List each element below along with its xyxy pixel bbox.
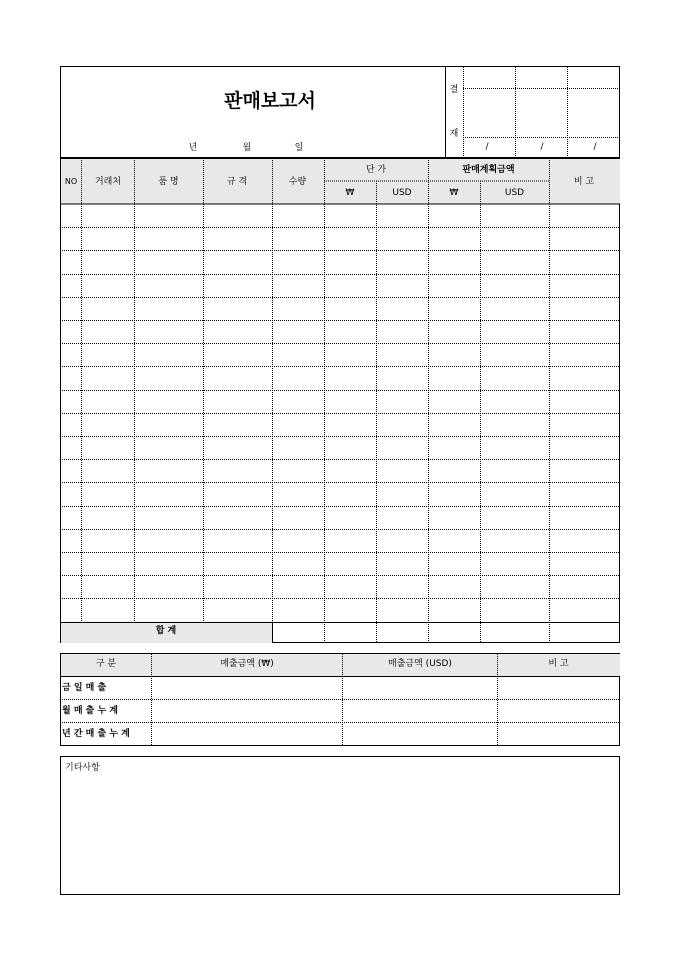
notes-label: 기타사항 [65,763,100,773]
header-plan-amount: 판매계획금액 [462,165,515,175]
approval-slash: / [593,142,597,152]
summary-row-year: 년 간 매 출 누 계 [62,729,130,739]
header-unit-price: 단 가 [365,165,387,175]
approval-col-line [567,66,568,158]
notes-box [60,756,620,895]
summary-header-category: 구 분 [95,659,117,669]
date-year-label: 년 [188,143,198,153]
approval-col-line [515,66,516,158]
main-table-grid [60,158,620,643]
main-table [60,158,620,643]
date-month-label: 월 [242,143,252,153]
approval-row-line [463,137,620,138]
total-label: 합 계 [155,626,177,636]
approval-slash: / [485,142,489,152]
page-title: 판매보고서 [224,90,316,112]
header-spec: 규 격 [226,177,248,187]
approval-divider [463,66,464,158]
header-qty: 수량 [288,177,307,187]
date-day-label: 일 [294,143,304,153]
summary-row-month: 월 매 출 누 계 [62,706,119,716]
summary-row-today: 금 일 매 출 [62,683,107,693]
summary-header-remark: 비 고 [548,659,569,669]
summary-header-krw: 매출금액 (₩) [220,659,274,669]
approval-label-bottom: 재 [449,129,459,139]
approval-label-top: 결 [449,85,459,95]
header-plan-amount-usd: USD [504,188,525,198]
header-unit-price-usd: USD [392,188,412,198]
header-remark: 비 고 [573,177,595,187]
header-unit-price-krw: ₩ [345,188,355,198]
approval-slash: / [540,142,544,152]
summary-header-usd: 매출금액 (USD) [388,659,452,669]
header-item: 품 명 [158,177,179,187]
header-no: NO [64,177,78,186]
header-plan-amount-krw: ₩ [449,188,459,198]
header-client: 거래처 [94,177,122,187]
approval-row-line [463,88,620,89]
